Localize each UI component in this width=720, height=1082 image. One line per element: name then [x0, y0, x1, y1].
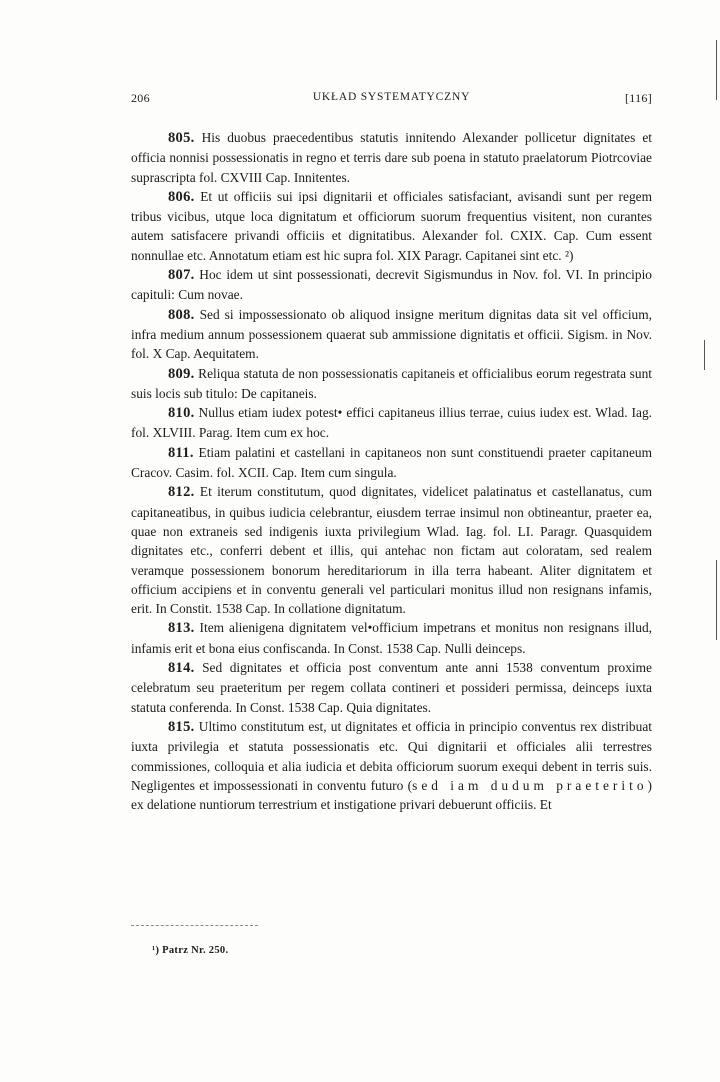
- paragraph-808: [131, 305, 652, 364]
- paragraph-number: 813.: [168, 620, 195, 637]
- paragraph-text: His duobus praecedentibus statutis innitendo Alexander pollicetur dignitates et officia nonnisi possessionatis in regno et terris dare sub poena in statuto praelatorum Piotrcoviae suprascripta fol. CXVIII Cap. Innitentes.: [131, 130, 652, 185]
- section-reference: [116]: [624, 91, 652, 105]
- paragraph-text: Reliqua statuta de non possessionatis capitaneis et officialibus eorum regestrata sunt suis locis sub titulo: De capitaneis.: [131, 365, 652, 401]
- paragraph-text-continued: ) ex delatione nuntiorum terrestrium et instigatione privari debuerunt officiis. Et: [131, 777, 652, 813]
- paragraph-number: 806.: [168, 188, 195, 205]
- paragraph-number: 812.: [168, 484, 195, 501]
- paragraph-number: 814.: [168, 660, 195, 677]
- scan-edge-mark: [716, 40, 717, 100]
- paragraph-number: 809.: [168, 365, 195, 382]
- page-number: 206: [131, 91, 150, 105]
- paragraph-number: 815.: [168, 718, 195, 735]
- paragraph-807: [131, 265, 652, 305]
- paragraph-number: 807.: [168, 267, 195, 284]
- body-text: [131, 128, 652, 814]
- footnote-divider: [131, 925, 258, 926]
- paragraph-813: [131, 618, 652, 658]
- paragraph-text: Sed si impossessionato ob aliquod insigne meritum dignitas data sit vel officium, infra medium annum possessionem quaerat sub ammissione dignitatis et officii. Sigism. in Nov. fol. X Cap. Aequitatem.: [131, 306, 652, 362]
- paragraph-809: [131, 364, 652, 404]
- scan-edge-mark: [716, 560, 717, 640]
- running-title: UKŁAD SYSTEMATYCZNY: [312, 91, 471, 103]
- paragraph-text: Et ut officiis sui ipsi dignitarii et officiales satisfaciant, avisandi sunt per regem tribus vicibus, utque loca dignitatum et officiorum suorum frequentius visitent, non curantes autem satisfacere privandi officiis et dignitatibus. Alexander fol. CXIX. Cap. Cum essent nonnullae etc. Annotatum etiam est hic supra fol. XIX Paragr. Capitanei sint etc. ²): [131, 188, 652, 263]
- spaced-emphasis-text: sed iam dudum praeterito: [412, 777, 648, 793]
- paragraph-number: 805.: [168, 130, 195, 146]
- paragraph-number: 811.: [168, 444, 194, 461]
- paragraph-812: [131, 482, 652, 618]
- paragraph-810: [131, 403, 652, 443]
- paragraph-number: 808.: [168, 306, 195, 323]
- paragraph-text: Nullus etiam iudex potest• effici capitaneus illius terrae, cuius iudex est. Wlad. Iag. fol. XLVIII. Parag. Item cum ex hoc.: [131, 405, 652, 441]
- paragraph-814: [131, 658, 652, 717]
- running-header: [131, 91, 652, 111]
- paragraph-815: [131, 717, 652, 814]
- paragraph-806: [131, 187, 652, 265]
- paragraph-text: Et iterum constitutum, quod dignitates, videlicet palatinatus et castellanatus, cum capitaneatibus, in quibus iudicia celebrantur, eiusdem terrae insimul non obtineantur, praeter ea, quae non extraneis sed indigenis iuxta privilegium Wlad. Iag. fol. LI. Paragr. Quasquidem dignitates etc., conferri debent et illis, qui antehac non fictam aut coloratam, sed realem veramque possessionem bonorum hereditariorum in illa terra habeant. Aliter dignitatem et officium accipiens et in conventu generali vel particulari monitus illud non resignans infamis, erit. In Constit. 1538 Cap. In collatione dignitatum.: [131, 484, 652, 617]
- paragraph-number: 810.: [168, 405, 195, 422]
- paragraph-text: Etiam palatini et castellani in capitaneos non sunt constituendi praeter capitaneum Cracov. Casim. fol. XCII. Cap. Item cum singula.: [131, 444, 652, 481]
- paragraph-text: Hoc idem ut sint possessionati, decrevit Sigismundus in Nov. fol. VI. In principio capituli: Cum novae.: [131, 267, 652, 303]
- footnote: ¹) Patrz Nr. 250.: [152, 945, 229, 956]
- paragraph-text: Sed dignitates et officia post conventum ante anni 1538 conventum proxime celebratum seu praeteritum per regem collata contineri et possideri permissa, deinceps iuxta statuta conferenda. In Const. 1538 Cap. Quia dignitates.: [131, 660, 652, 715]
- paragraph-text: Item alienigena dignitatem vel•officium impetrans et monitus non resignans illud, infamis erit et bona eius confiscanda. In Const. 1538 Cap. Nulli deinceps.: [131, 620, 652, 656]
- paragraph-text: Ultimo constitutum est, ut dignitates et officia in principio conventus rex distribuat iuxta privilegia et statuta possessionatis etc. Qui dignitarii et officiales alii terrestres commissiones, colloquia et alia iudicia et debita officiorum suorum exequi debent in terris suis. Negligentes et impossessionati in conventu futuro (: [131, 718, 652, 793]
- paragraph-811: [131, 443, 652, 483]
- paragraph-805: [131, 128, 652, 187]
- scan-edge-mark: [704, 340, 705, 370]
